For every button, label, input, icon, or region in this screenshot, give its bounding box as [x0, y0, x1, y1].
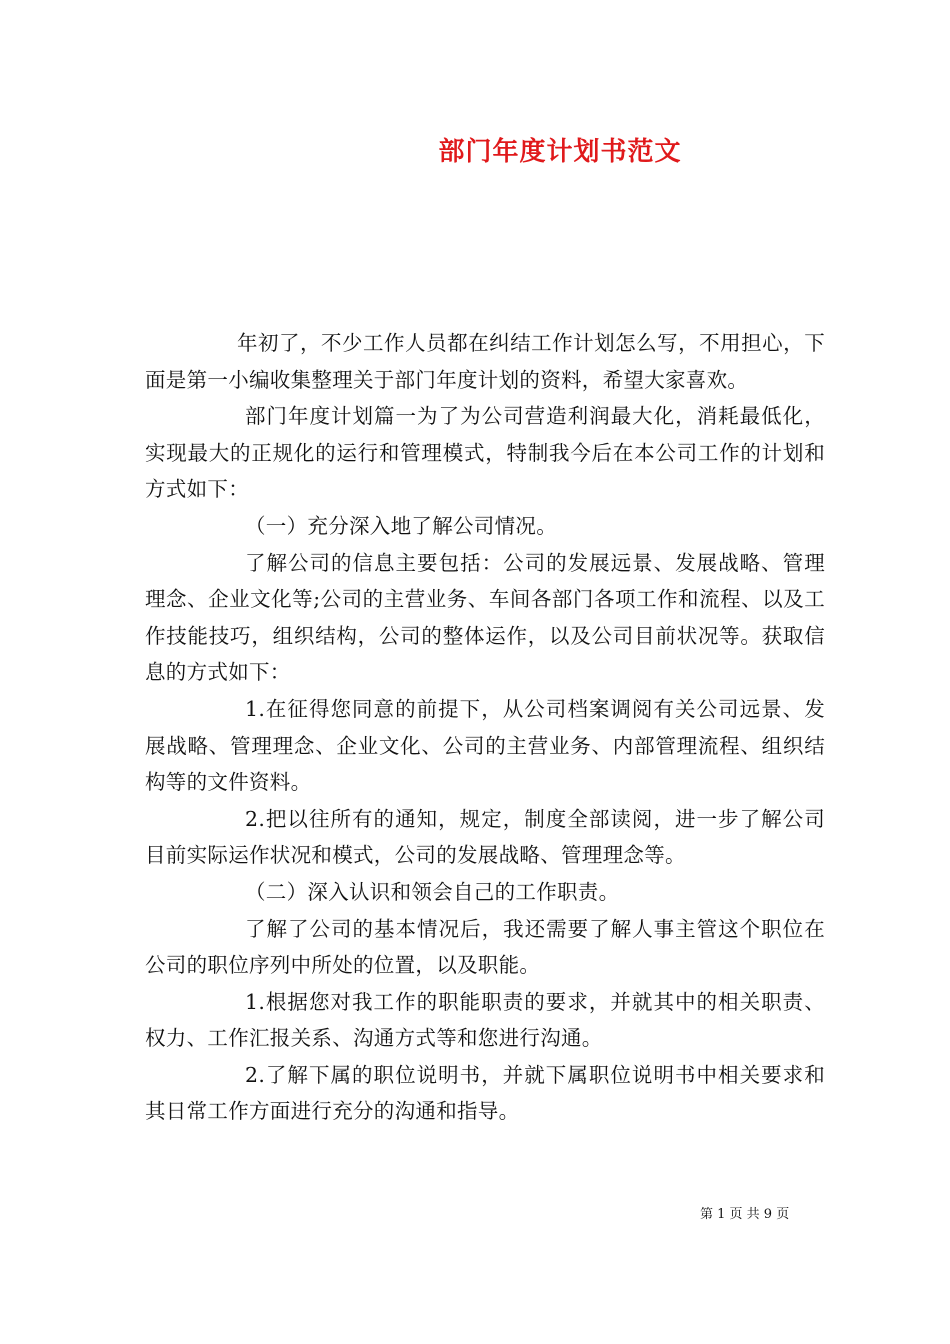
paragraph-plan-one: 部门年度计划篇一为了为公司营造利润最大化，消耗最低化，实现最大的正规化的运行和管理模式，特制我今后在本公司工作的计划和方式如下：: [145, 404, 825, 502]
paragraph-intro: 年初了，不少工作人员都在纠结工作计划怎么写，不用担心，下面是第一小编收集整理关于部门年度计划的资料，希望大家喜欢。: [145, 331, 825, 392]
section-heading-1: （一）充分深入地了解公司情况。: [245, 513, 557, 538]
list-item-2-1: 1.根据您对我工作的职能职责的要求，并就其中的相关职责、权力、工作汇报关系、沟通方式等和您进行沟通。: [145, 989, 825, 1051]
list-item-1-2: 2.把以往所有的通知，规定，制度全部读阅，进一步了解公司目前实际运作状况和模式，公司的发展战略、管理理念等。: [145, 806, 825, 868]
paragraph-company-info: 了解公司的信息主要包括：公司的发展远景、发展战略、管理理念、企业文化等;公司的主营业务、车间各部门各项工作和流程、以及工作技能技巧，组织结构，公司的整体运作，以及公司目前状况等。获取信息的方式如下：: [145, 550, 825, 685]
document-body: [145, 325, 825, 1130]
document-title: 部门年度计划书范文: [438, 137, 682, 167]
paragraph-role-info: 了解了公司的基本情况后，我还需要了解人事主管这个职位在公司的职位序列中所处的位置，以及职能。: [145, 916, 825, 978]
section-heading-2: （二）深入认识和领会自己的工作职责。: [245, 879, 620, 904]
page-number-footer: 第 1 页 共 9 页: [700, 1207, 790, 1222]
list-item-1-1: 1.在征得您同意的前提下，从公司档案调阅有关公司远景、发展战略、管理理念、企业文化、公司的主营业务、内部管理流程、组织结构等的文件资料。: [145, 696, 825, 795]
list-item-2-2: 2.了解下属的职位说明书，并就下属职位说明书中相关要求和其日常工作方面进行充分的沟通和指导。: [145, 1062, 825, 1124]
